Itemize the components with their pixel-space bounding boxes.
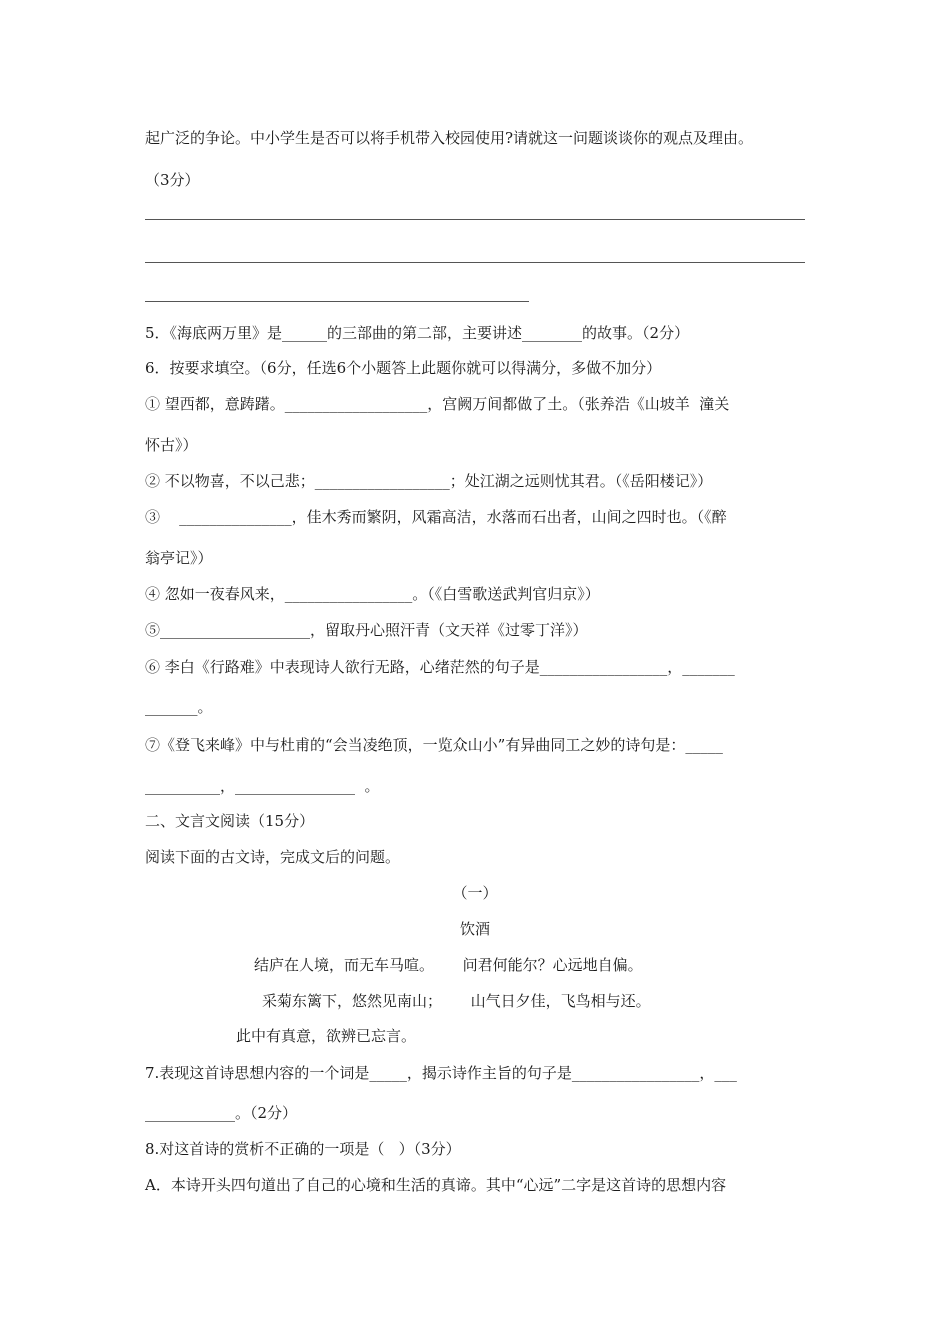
question-6-item-2: ② 不以物喜，不以己悲；__________________；处江湖之远则忧其君。（《岳阳楼记》）: [145, 472, 713, 490]
answer-line-3[interactable]: [145, 301, 529, 302]
question-8: 8.对这首诗的赏析不正确的一项是（ ）（3分）: [145, 1140, 461, 1158]
question-6-item-7: ⑦《登飞来峰》中与杜甫的“会当凌绝顶，一览众山小”有异曲同工之妙的诗句是：_____: [145, 736, 723, 754]
poem-line-1: 结庐在人境，而无车马喧。 问君何能尔？心远地自偏。: [254, 956, 643, 974]
question-7-cont: ____________。（2分）: [145, 1104, 298, 1122]
answer-line-2[interactable]: [145, 262, 805, 263]
question-6-item-6: ⑥ 李白《行路难》中表现诗人欲行无路，心绪茫然的句子是_________________，_______: [145, 658, 735, 676]
question-6-item-4: ④ 忽如一夜春风来，_________________。（《白雪歌送武判官归京》）: [145, 585, 600, 603]
question-6-item-1-cont: 怀古》）: [145, 436, 198, 454]
question-6-item-5: ⑤____________________，留取丹心照汗青（文天祥《过零丁洋》）: [145, 621, 588, 639]
poem-line-2: 采菊东篱下，悠然见南山； 山气日夕佳，飞鸟相与还。: [262, 992, 651, 1010]
answer-line-1[interactable]: [145, 219, 805, 220]
question-7: 7.表现这首诗思想内容的一个词是_____，揭示诗作主旨的句子是_________________，___: [145, 1064, 737, 1082]
section-2-title: 二、文言文阅读（15分）: [145, 812, 315, 830]
intro-score: （3分）: [145, 171, 200, 189]
question-8-option-a: A．本诗开头四句道出了自己的心境和生活的真谛。其中“心远”二字是这首诗的思想内容: [145, 1176, 727, 1194]
poem-number: （一）: [452, 884, 498, 902]
intro-line: 起广泛的争论。中小学生是否可以将手机带入校园使用?请就这一问题谈谈你的观点及理由。: [145, 129, 754, 147]
question-6-item-3: ③ _______________，佳木秀而繁阴，风霜高洁，水落而石出者，山间之四时也。（《醉: [145, 508, 727, 526]
question-6-item-3-cont: 翁亭记》）: [145, 549, 213, 567]
poem-title: 饮酒: [459, 920, 490, 938]
question-5: 5．《海底两万里》是______的三部曲的第二部，主要讲述________的故事。（2分）: [145, 324, 690, 342]
poem-line-3: 此中有真意，欲辨已忘言。: [236, 1027, 417, 1045]
question-6-item-7-cont: __________，________________ 。: [145, 777, 380, 795]
question-6-item-6-cont: _______。: [145, 698, 213, 716]
question-6-item-1: ① 望西都，意踌躇。___________________，宫阙万间都做了土。（张养浩《山坡羊 潼关: [145, 395, 730, 413]
section-2-intro: 阅读下面的古文诗，完成文后的问题。: [145, 848, 401, 866]
question-6-title: 6．按要求填空。（6分，任选6个小题答上此题你就可以得满分，多做不加分）: [145, 359, 662, 377]
